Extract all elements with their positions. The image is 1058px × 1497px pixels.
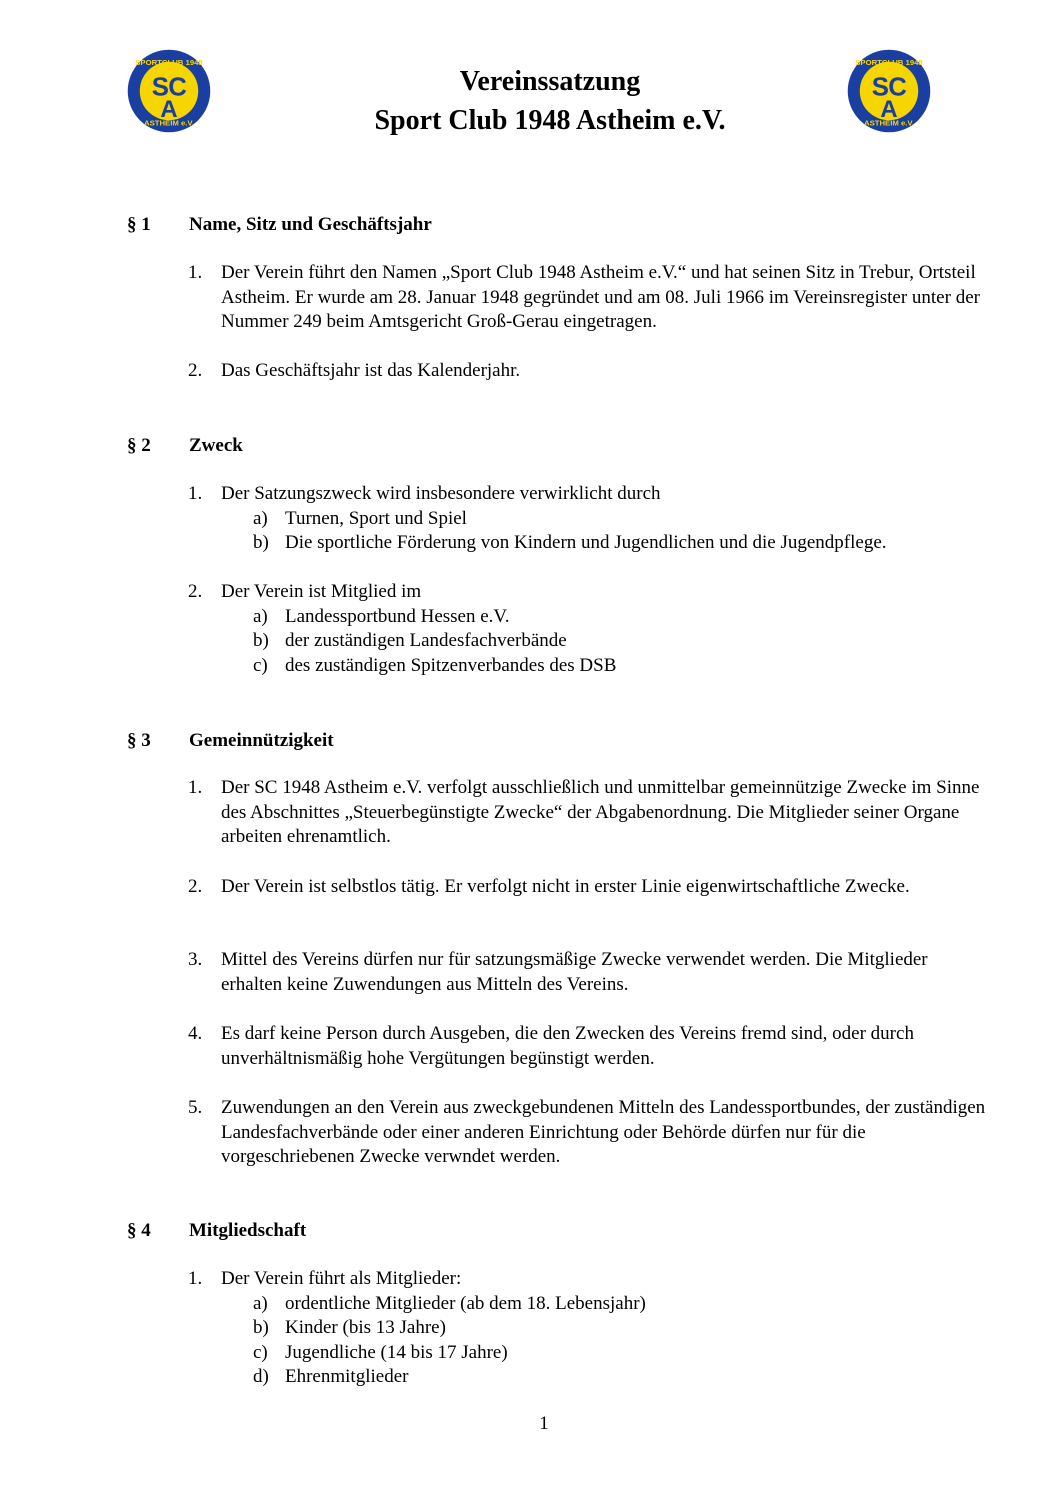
sub-label: d) — [253, 1366, 269, 1387]
item-text: Der Verein führt den Namen „Sport Club 1948 Astheim e.V.“ und hat seinen Sitz in Trebur, Ortsteil Astheim. Er wurde am 28. Januar 1948 gegründet und am 08. Juli 1966 im Vereinsregister unter der Nummer 249 beim Amtsgericht Groß-Gerau eingetragen. — [221, 262, 980, 332]
svg-text:SPORTCLUB 1948: SPORTCLUB 1948 — [135, 58, 203, 68]
item-text: Der Verein ist selbstlos tätig. Er verfolgt nicht in erster Linie eigenwirtschaftliche Zwecke. — [221, 876, 910, 897]
svg-text:C: C — [888, 73, 907, 102]
sub-label: b) — [253, 630, 269, 651]
sub-label: c) — [253, 655, 268, 676]
item-text: Der Verein führt als Mitglieder: — [221, 1268, 462, 1289]
section-number: § 1 — [127, 214, 151, 235]
item-text: Mittel des Vereins dürfen nur für satzungsmäßige Zwecke verwendet werden. Die Mitglieder erhalten keine Zuwendungen aus Mitteln des Vereins. — [221, 949, 928, 995]
svg-text:S: S — [151, 73, 170, 102]
item-number: 2. — [188, 581, 203, 602]
item-number: 2. — [188, 360, 203, 381]
item-number: 1. — [188, 1268, 203, 1289]
sub-text: Kinder (bis 13 Jahre) — [285, 1317, 446, 1338]
item-number: 3. — [188, 949, 203, 970]
section-title: Mitgliedschaft — [189, 1220, 307, 1241]
sub-label: a) — [253, 508, 268, 529]
sub-label: a) — [253, 1293, 268, 1314]
sub-text: ordentliche Mitglieder (ab dem 18. Lebensjahr) — [285, 1293, 646, 1314]
sub-text: Ehrenmitglieder — [285, 1366, 409, 1387]
svg-text:ASTHEIM e.V.: ASTHEIM e.V. — [863, 118, 915, 128]
item-text: Der Satzungszweck wird insbesondere verwirklicht durch — [221, 483, 661, 504]
item-number: 2. — [188, 876, 203, 897]
sub-text: des zuständigen Spitzenverbandes des DSB — [285, 655, 617, 676]
item-number: 1. — [188, 777, 203, 798]
svg-text:C: C — [168, 73, 187, 102]
item-text: Der SC 1948 Astheim e.V. verfolgt ausschließlich und unmittelbar gemeinnützige Zwecke im Sinne des Abschnittes „Steuerbegünstigte Zwecke“ der Abgabenordnung. Die Mitglieder seiner Organe arbeiten ehrenamtlich. — [221, 777, 980, 847]
sub-label: a) — [253, 606, 268, 627]
item-number: 1. — [188, 262, 203, 283]
sub-text: der zuständigen Landesfachverbände — [285, 630, 567, 651]
svg-text:A: A — [160, 95, 178, 123]
section-number: § 3 — [127, 730, 151, 751]
item-number: 5. — [188, 1097, 203, 1118]
section-number: § 2 — [127, 435, 151, 456]
item-text: Der Verein ist Mitglied im — [221, 581, 422, 602]
svg-text:ASTHEIM e.V.: ASTHEIM e.V. — [143, 118, 195, 128]
svg-text:A: A — [880, 95, 898, 123]
sub-text: Landessportbund Hessen e.V. — [285, 606, 510, 627]
section-number: § 4 — [127, 1220, 151, 1241]
svg-text:SPORTCLUB 1948: SPORTCLUB 1948 — [855, 58, 923, 68]
document-subtitle: Sport Club 1948 Astheim e.V. — [374, 105, 726, 136]
document-title: Vereinssatzung — [459, 66, 641, 97]
sub-text: Die sportliche Förderung von Kindern und Jugendlichen und die Jugendpflege. — [285, 532, 887, 553]
page-number: 1 — [539, 1413, 549, 1434]
item-text: Es darf keine Person durch Ausgeben, die den Zwecken des Vereins fremd sind, oder durch unverhältnismäßig hohe Vergütungen begünstigt werden. — [221, 1023, 914, 1069]
item-number: 4. — [188, 1023, 203, 1044]
sub-label: b) — [253, 532, 269, 553]
section-title: Gemeinnützigkeit — [189, 730, 334, 751]
item-text: Zuwendungen an den Verein aus zweckgebundenen Mitteln des Landessportbundes, der zuständigen Landesfachverbände oder einer anderen Einrichtung oder Behörde dürfen nur für die vorgeschriebenen Zwecke verwndet werden. — [221, 1097, 986, 1167]
section-title: Name, Sitz und Geschäftsjahr — [189, 214, 432, 235]
sub-text: Turnen, Sport und Spiel — [285, 508, 467, 529]
svg-text:S: S — [871, 73, 890, 102]
sub-text: Jugendliche (14 bis 17 Jahre) — [285, 1342, 508, 1363]
section-title: Zweck — [189, 435, 243, 456]
item-text: Das Geschäftsjahr ist das Kalenderjahr. — [221, 360, 521, 381]
item-number: 1. — [188, 483, 203, 504]
sub-label: c) — [253, 1342, 268, 1363]
sub-label: b) — [253, 1317, 269, 1338]
